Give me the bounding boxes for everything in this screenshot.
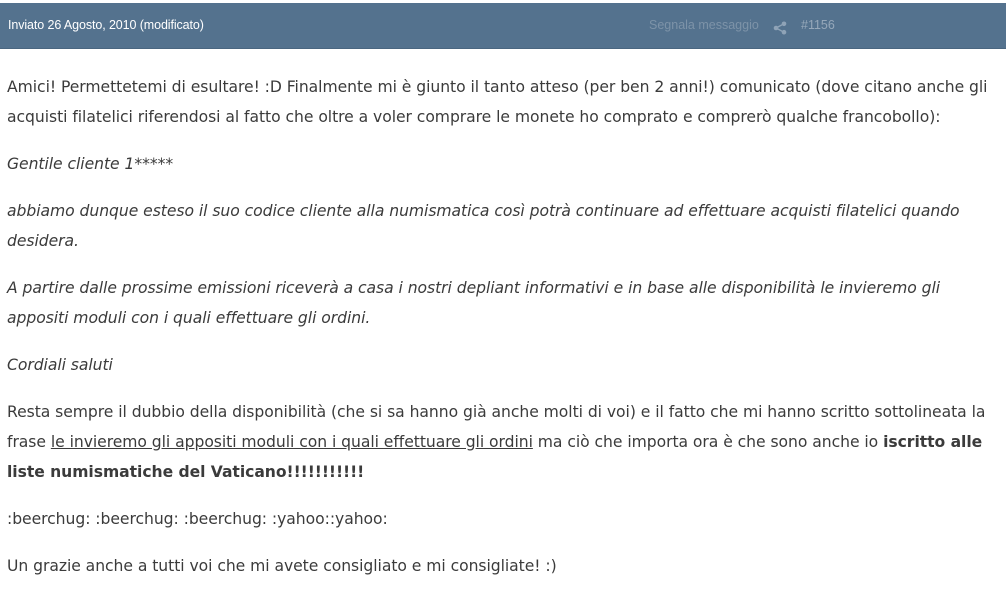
quoted-paragraph-1: abbiamo dunque esteso il suo codice cliente alla numismatica così potrà continuare ad effettuare acquisti filatelici quando desidera.: [7, 202, 960, 250]
report-post-link[interactable]: Segnala messaggio: [649, 18, 759, 32]
post-date: Inviato 26 Agosto, 2010 (modificato): [8, 18, 204, 32]
emoticons-line: :beerchug: :beerchug: :beerchug: :yahoo::yahoo:: [7, 510, 388, 528]
underlined-phrase: le invieremo gli appositi moduli con i quali effettuare gli ordini: [50, 433, 533, 451]
bold-phrase: iscritto alle liste numismatiche del Vaticano!!!!!!!!!!!: [7, 433, 983, 481]
quoted-paragraph-2: A partire dalle prossime emissioni riceverà a casa i nostri depliant informativi e in base alle disponibilità le invieremo gli appositi moduli con i quali effettuare gli ordini.: [7, 279, 941, 327]
post-number-link[interactable]: #1156: [801, 18, 835, 32]
comment-paragraph: [7, 397, 992, 487]
quoted-greeting: Gentile cliente 1*****: [7, 155, 174, 173]
share-icon[interactable]: [773, 21, 787, 35]
quoted-closing: Cordiali saluti: [7, 356, 113, 374]
thanks-paragraph: Un grazie anche a tutti voi che mi avete consigliato e mi consigliate! :): [7, 557, 557, 575]
post-content: [7, 72, 992, 598]
intro-paragraph: Amici! Permettetemi di esultare! :D Finalmente mi è giunto il tanto atteso (per ben 2 anni!) comunicato (dove citano anche gli acquisti filatelici riferendosi al fatto che oltre a voler comprare le monete ho comprato e comprerò qualche francobollo):: [7, 78, 988, 126]
comment-text-2: ma ciò che importa ora è che sono anche io: [532, 433, 884, 451]
post-header: [0, 3, 1006, 49]
comment-text-1: Resta sempre il dubbio della disponibilità (che si sa hanno già anche molti di voi) e il fatto che mi hanno scritto sottolineata la frase: [7, 403, 986, 451]
